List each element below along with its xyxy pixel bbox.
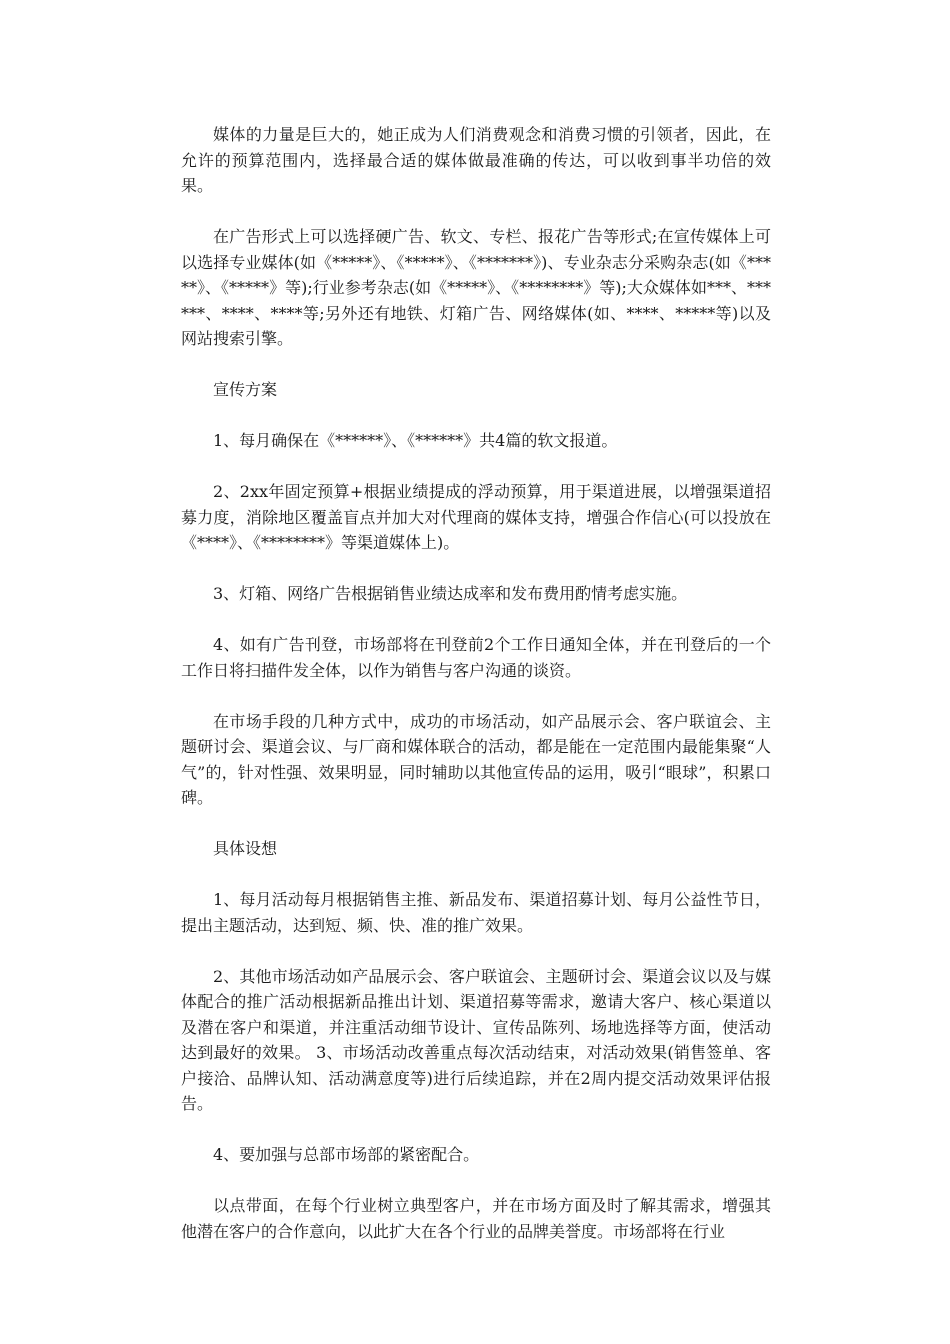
list-item: 1、每月活动每月根据销售主推、新品发布、渠道招募计划、每月公益性节日，提出主题活动，达到短、频、快、准的推广效果。: [181, 890, 771, 935]
heading-promotion-plan: 宣传方案: [213, 380, 278, 399]
list-item: 3、灯箱、网络广告根据销售业绩达成率和发布费用酌情考虑实施。: [213, 584, 688, 603]
paragraph-market-activities: 在市场手段的几种方式中，成功的市场活动，如产品展示会、客户联谊会、主题研讨会、渠道会议、与厂商和媒体联合的活动，都是能在一定范围内最能集聚“人气”的，针对性强、效果明显，同时辅助以其他宣传品的运用，吸引“眼球”，积累口碑。: [181, 711, 771, 807]
paragraph-typical-clients: 以点带面，在每个行业树立典型客户，并在市场方面及时了解其需求，增强其他潜在客户的合作意向，以此扩大在各个行业的品牌美誉度。市场部将在行业: [181, 1196, 771, 1241]
paragraph-ad-forms: 在广告形式上可以选择硬广告、软文、专栏、报花广告等形式;在宣传媒体上可以选择专业媒体(如《*****》、《*****》、《*******》)、专业杂志分采购杂志(如《*****》、《*****》等);行业参考杂志(如《*****》、《********》等);大众媒体如***、******、****、****等;另外还有地铁、灯箱广告、网络媒体(如、****、*****等)以及网站搜索引擎。: [181, 227, 771, 348]
list-item: 2、2xx年固定预算+根据业绩提成的浮动预算，用于渠道进展，以增强渠道招募力度，消除地区覆盖盲点并加大对代理商的媒体支持，增强合作信心(可以投放在《****》、《********》等渠道媒体上)。: [181, 482, 771, 552]
document-body: [181, 122, 771, 1270]
list-item: 2、其他市场活动如产品展示会、客户联谊会、主题研讨会、渠道会议以及与媒体配合的推广活动根据新品推出计划、渠道招募等需求，邀请大客户、核心渠道以及潜在客户和渠道，并注重活动细节设计、宣传品陈列、场地选择等方面，使活动达到最好的效果。 3、市场活动改善重点每次活动结束，对活动效果(销售签单、客户接洽、品牌认知、活动满意度等)进行后续追踪，并在2周内提交活动效果评估报告。: [181, 966, 771, 1113]
list-item: 4、要加强与总部市场部的紧密配合。: [213, 1145, 480, 1164]
list-item: 1、每月确保在《******》、《******》共4篇的软文报道。: [213, 431, 618, 450]
paragraph-media-power: 媒体的力量是巨大的，她正成为人们消费观念和消费习惯的引领者，因此，在允许的预算范围内，选择最合适的媒体做最准确的传达，可以收到事半功倍的效果。: [181, 125, 771, 195]
list-item: 4、如有广告刊登，市场部将在刊登前2个工作日通知全体，并在刊登后的一个工作日将扫描件发全体，以作为销售与客户沟通的谈资。: [181, 635, 771, 680]
heading-specific-ideas: 具体设想: [213, 839, 278, 858]
